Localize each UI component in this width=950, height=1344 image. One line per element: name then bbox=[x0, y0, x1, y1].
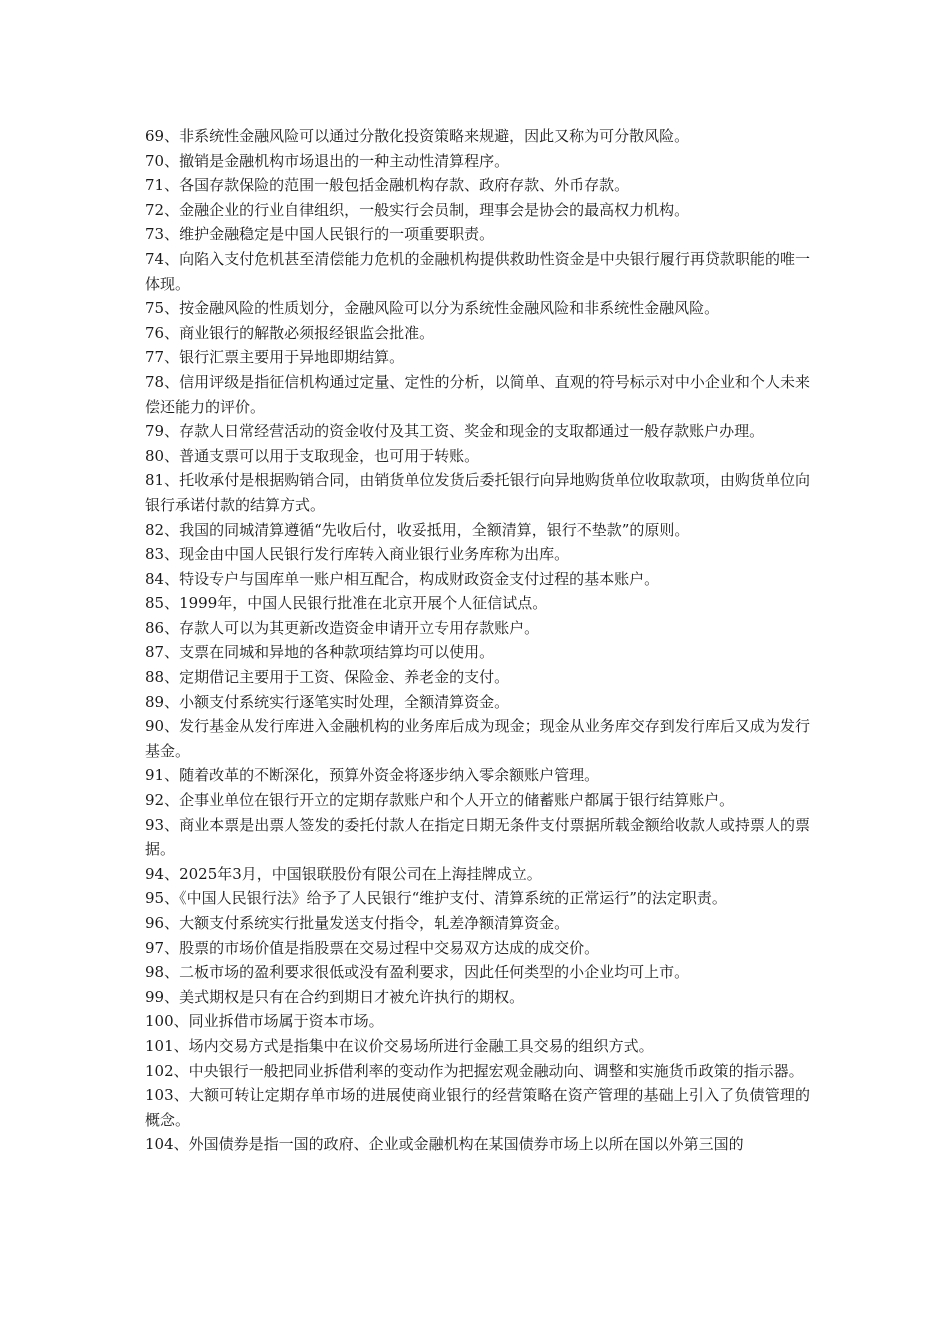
list-item: 73、维护金融稳定是中国人民银行的一项重要职责。 bbox=[145, 225, 495, 244]
question-list bbox=[145, 124, 810, 1157]
list-item: 88、定期借记主要用于工资、保险金、养老金的支付。 bbox=[145, 668, 510, 687]
list-item: 97、股票的市场价值是指股票在交易过程中交易双方达成的成交价。 bbox=[145, 938, 600, 957]
list-item: 90、发行基金从发行库进入金融机构的业务库后成为现金；现金从业务库交存到发行库后又成为发行基金。 bbox=[145, 717, 810, 760]
list-item: 72、金融企业的行业自律组织，一般实行会员制，理事会是协会的最高权力机构。 bbox=[145, 200, 690, 219]
list-item: 99、美式期权是只有在合约到期日才被允许执行的期权。 bbox=[145, 987, 525, 1006]
list-item: 92、企事业单位在银行开立的定期存款账户和个人开立的储蓄账户都属于银行结算账户。 bbox=[145, 791, 735, 810]
list-item: 96、大额支付系统实行批量发送支付指令，轧差净额清算资金。 bbox=[145, 914, 570, 932]
list-item: 103、大额可转让定期存单市场的进展使商业银行的经营策略在资产管理的基础上引入了负债管理的概念。 bbox=[145, 1086, 810, 1129]
list-item: 94、2025年3月，中国银联股份有限公司在上海挂牌成立。 bbox=[145, 864, 542, 883]
list-item: 78、信用评级是指征信机构通过定量、定性的分析，以简单、直观的符号标示对中小企业和个人未来偿还能力的评价。 bbox=[145, 372, 810, 416]
list-item: 102、中央银行一般把同业拆借利率的变动作为把握宏观金融动向、调整和实施货币政策的指示器。 bbox=[145, 1061, 804, 1080]
list-item: 93、商业本票是出票人签发的委托付款人在指定日期无条件支付票据所载金额给收款人或持票人的票据。 bbox=[145, 815, 810, 859]
list-item: 101、场内交易方式是指集中在议价交易场所进行金融工具交易的组织方式。 bbox=[145, 1036, 654, 1055]
list-item: 81、托收承付是根据购销合同，由销货单位发货后委托银行向异地购货单位收取款项，由购货单位向银行承诺付款的结算方式。 bbox=[145, 471, 810, 514]
list-item: 82、我国的同城清算遵循“先收后付，收妥抵用，全额清算，银行不垫款”的原则。 bbox=[145, 520, 690, 539]
list-item: 76、商业银行的解散必须报经银监会批准。 bbox=[145, 323, 435, 342]
list-item: 100、同业拆借市场属于资本市场。 bbox=[145, 1012, 384, 1031]
list-item: 85、1999年，中国人民银行批准在北京开展个人征信试点。 bbox=[145, 594, 548, 613]
list-item: 71、各国存款保险的范围一般包括金融机构存款、政府存款、外币存款。 bbox=[145, 176, 630, 195]
list-item: 95、《中国人民银行法》给予了人民银行“维护支付、清算系统的正常运行”的法定职责。 bbox=[145, 889, 727, 908]
list-item: 86、存款人可以为其更新改造资金申请开立专用存款账户。 bbox=[145, 618, 540, 637]
list-item: 69、非系统性金融风险可以通过分散化投资策略来规避，因此又称为可分散风险。 bbox=[145, 127, 690, 145]
list-item: 84、特设专户与国库单一账户相互配合，构成财政资金支付过程的基本账户。 bbox=[145, 569, 660, 588]
list-item: 83、现金由中国人民银行发行库转入商业银行业务库称为出库。 bbox=[145, 545, 570, 564]
list-item: 74、向陷入支付危机甚至清偿能力危机的金融机构提供救助性资金是中央银行履行再贷款职能的唯一体现。 bbox=[145, 249, 810, 293]
list-item: 80、普通支票可以用于支取现金，也可用于转账。 bbox=[145, 446, 480, 465]
list-item: 77、银行汇票主要用于异地即期结算。 bbox=[145, 348, 405, 367]
list-item: 70、撤销是金融机构市场退出的一种主动性清算程序。 bbox=[145, 151, 510, 170]
list-item: 79、存款人日常经营活动的资金收付及其工资、奖金和现金的支取都通过一般存款账户办理。 bbox=[145, 422, 765, 441]
list-item: 89、小额支付系统实行逐笔实时处理，全额清算资金。 bbox=[145, 692, 510, 711]
list-item: 91、随着改革的不断深化，预算外资金将逐步纳入零余额账户管理。 bbox=[145, 766, 600, 785]
list-item: 87、支票在同城和异地的各种款项结算均可以使用。 bbox=[145, 643, 495, 662]
list-item: 98、二板市场的盈利要求很低或没有盈利要求，因此任何类型的小企业均可上市。 bbox=[145, 963, 690, 982]
list-item: 104、外国债券是指一国的政府、企业或金融机构在某国债券市场上以所在国以外第三国的 bbox=[145, 1135, 744, 1154]
list-item: 75、按金融风险的性质划分，金融风险可以分为系统性金融风险和非系统性金融风险。 bbox=[145, 299, 720, 318]
